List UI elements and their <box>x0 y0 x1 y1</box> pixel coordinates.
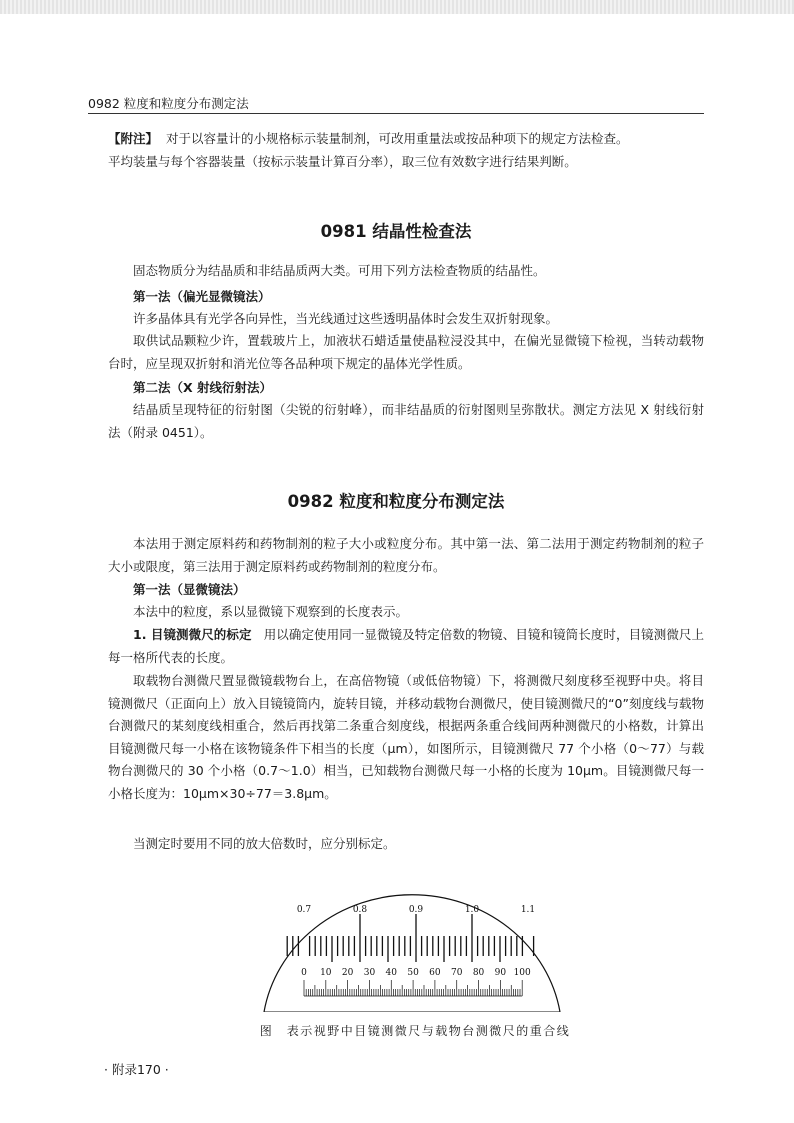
header-rule <box>88 113 704 114</box>
eyepiece-scale-label: 10 <box>320 968 332 978</box>
eyepiece-scale-label: 50 <box>407 968 419 978</box>
note-label: 【附注】 <box>108 131 159 146</box>
paragraph: 本法用于测定原料药和药物制剂的粒子大小或粒度分布。其中第一法、第二法用于测定药物制剂的粒子大小或限度，第三法用于测定原料药或药物制剂的粒度分布。 <box>108 536 704 574</box>
figure-caption: 图 表示视野中目镜测微尺与载物台测微尺的重合线 <box>259 1024 571 1038</box>
micrometer-figure <box>262 862 562 1012</box>
eyepiece-scale-label: 40 <box>385 968 397 978</box>
method-heading: 第一法（显微镜法） <box>133 582 246 597</box>
step-text: 用以确定使用同一显微镜及特定倍数的物镜、目镜和镜筒长度时，目镜测微尺上每一格所代表的长度。 <box>108 627 704 665</box>
step-heading: 1. 目镜测微尺的标定 <box>133 627 252 642</box>
method-heading: 第二法（X 射线衍射法） <box>133 380 272 395</box>
stage-micrometer-scale <box>287 905 535 962</box>
section-title-0982: 0982 粒度和粒度分布测定法 <box>287 492 505 511</box>
paragraph: 取供试品颗粒少许，置载玻片上，加液状石蜡适量使晶粒浸没其中，在偏光显微镜下检视，当转动载物台时，应呈现双折射和消光位等各品种项下规定的晶体光学性质。 <box>108 333 704 371</box>
eyepiece-scale-label: 0 <box>301 968 307 978</box>
eyepiece-scale-label: 70 <box>451 968 463 978</box>
eyepiece-micrometer-scale <box>301 968 531 996</box>
eyepiece-scale-label: 80 <box>472 968 485 978</box>
note-paragraph <box>108 128 704 151</box>
running-header: 0982 粒度和粒度分布测定法 <box>88 96 249 111</box>
page-number: · 附录170 · <box>104 1062 169 1077</box>
paragraph: 取载物台测微尺置显微镜载物台上，在高倍物镜（或低倍物镜）下，将测微尺刻度移至视野中央。将目镜测微尺（正面向上）放入目镜镜筒内，旋转目镜，并移动载物台测微尺，使目镜测微尺的“0”刻度线与载物台测微尺的某刻度线相重合，然后再找第二条重合刻度线，根据两条重合线间两种测微尺的小格数，计算出目镜测微尺每一小格在该物镜条件下相当的长度（μm），如图所示，目镜测微尺 77 个小格（0～77）与载物台测微尺的 30 个小格（0.7～1.0）相当，已知载物台测微尺每一小格的长度为 10μm。目镜测微尺每一小格长度为：10μm×30÷77＝3.8μm。 <box>108 673 704 801</box>
eyepiece-scale-label: 20 <box>341 968 354 978</box>
paragraph: 本法中的粒度，系以显微镜下观察到的长度表示。 <box>133 604 409 619</box>
stage-scale-label: 1.0 <box>464 905 480 915</box>
eyepiece-scale-label: 100 <box>513 968 531 978</box>
note-line-2: 平均装量与每个容器装量（按标示装量计算百分率），取三位有效数字进行结果判断。 <box>108 154 577 169</box>
stage-scale-label: 0.9 <box>408 905 424 915</box>
paragraph: 固态物质分为结晶质和非结晶质两大类。可用下列方法检查物质的结晶性。 <box>133 263 546 278</box>
eyepiece-scale-label: 60 <box>429 968 441 978</box>
paragraph: 许多晶体具有光学各向异性，当光线通过这些透明晶体时会发生双折射现象。 <box>133 311 559 326</box>
step-paragraph <box>108 624 704 669</box>
stage-scale-label: 0.7 <box>296 905 312 915</box>
eyepiece-scale-label: 90 <box>494 968 507 978</box>
scan-edge-band <box>0 0 794 14</box>
eyepiece-scale-label: 30 <box>363 968 376 978</box>
stage-scale-label: 1.1 <box>520 905 536 915</box>
paragraph: 结晶质呈现特征的衍射图（尖锐的衍射峰），而非结晶质的衍射图则呈弥散状。测定方法见 X 射线衍射法（附录 0451）。 <box>108 402 704 440</box>
note-line-1: 对于以容量计的小规格标示装量制剂，可改用重量法或按品种项下的规定方法检查。 <box>165 131 629 146</box>
paragraph: 当测定时要用不同的放大倍数时，应分别标定。 <box>133 836 396 851</box>
section-title-0981: 0981 结晶性检查法 <box>320 222 472 241</box>
method-heading: 第一法（偏光显微镜法） <box>133 289 271 304</box>
stage-scale-label: 0.8 <box>352 905 368 915</box>
